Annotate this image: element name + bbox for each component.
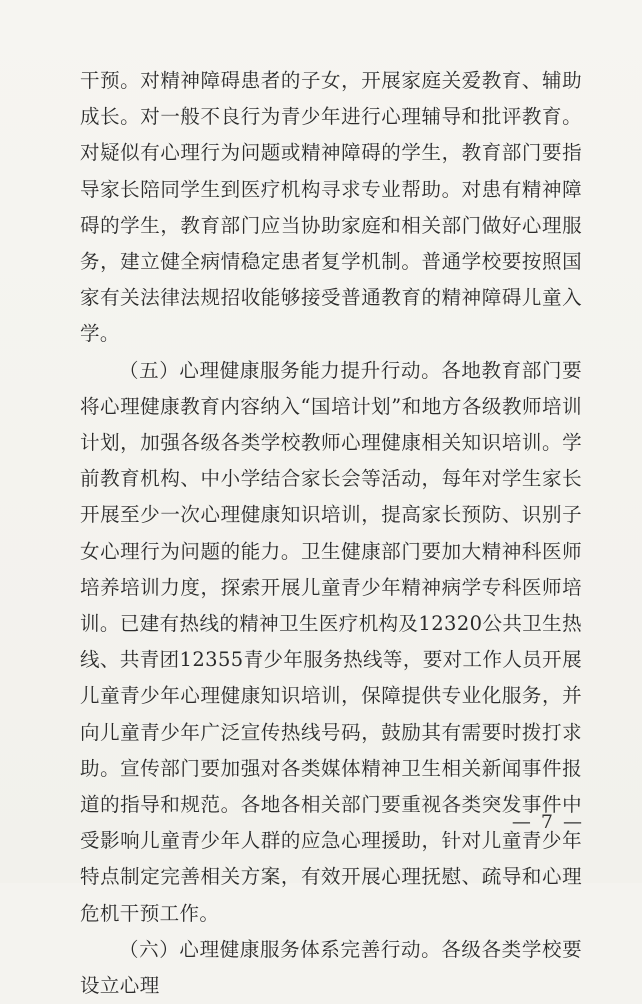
- page-number: — 7 —: [511, 811, 584, 833]
- paragraph-section-five: （五）心理健康服务能力提升行动。各地教育部门要将心理健康教育内容纳入“国培计划”和地方各级教师培训计划，加强各级各类学校教师心理健康相关知识培训。学前教育机构、中小学结合家长会等活动，每年对学生家长开展至少一次心理健康知识培训，提高家长预防、识别子女心理行为问题的能力。卫生健康部门要加大精神科医师培养培训力度，探索开展儿童青少年精神病学专科医师培训。已建有热线的精神卫生医疗机构及12320公共卫生热线、共青团12355青少年服务热线等，要对工作人员开展儿童青少年心理健康知识培训，保障提供专业化服务，并向儿童青少年广泛宣传热线号码，鼓励其有需要时拨打求助。宣传部门要加强对各类媒体精神卫生相关新闻事件报道的指导和规范。各地各相关部门要重视各类突发事件中受影响儿童青少年人群的应急心理援助，针对儿童青少年特点制定完善相关方案，有效开展心理抚慰、疏导和心理危机干预工作。: [80, 358, 582, 925]
- paragraph-continuation: 干预。对精神障碍患者的子女，开展家庭关爱教育、辅助成长。对一般不良行为青少年进行心理辅导和批评教育。对疑似有心理行为问题或精神障碍的学生，教育部门要指导家长陪同学生到医疗机构寻求专业帮助。对患有精神障碍的学生，教育部门应当协助家庭和相关部门做好心理服务，建立健全病情稳定患者复学机制。普通学校要按照国家有关法律法规招收能够接受普通教育的精神障碍儿童入学。: [80, 69, 582, 346]
- paragraph-section-six: （六）心理健康服务体系完善行动。各级各类学校要设立心理: [80, 937, 582, 998]
